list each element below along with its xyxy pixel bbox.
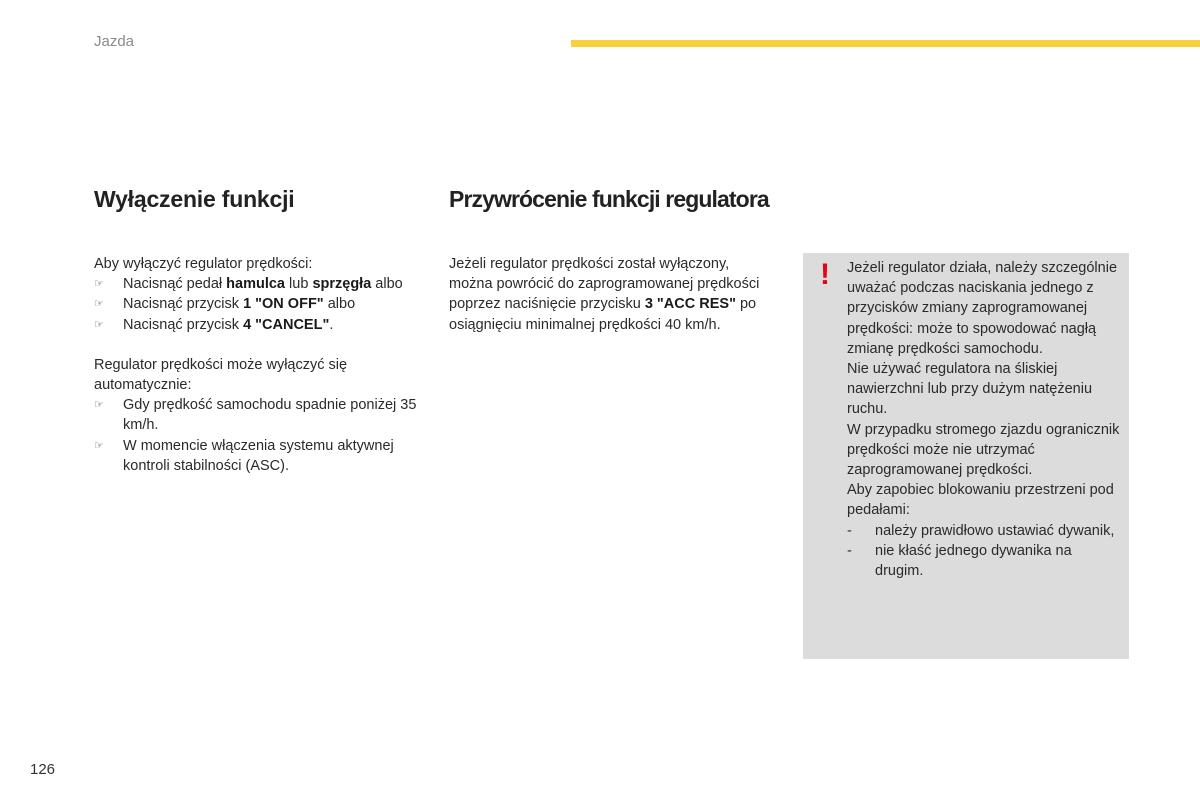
section-heading-restore: Przywrócenie funkcji regulatora bbox=[449, 186, 769, 212]
list-item: ☞ Gdy prędkość samochodu spadnie poniżej 35 km/h. bbox=[94, 397, 417, 434]
pointing-hand-icon: ☞ bbox=[94, 439, 104, 452]
section-restore-function bbox=[449, 182, 769, 335]
list-item: ☞ W momencie włączenia systemu aktywnej kontroli stabilności (ASC). bbox=[94, 437, 394, 474]
pointing-hand-icon: ☞ bbox=[94, 318, 104, 331]
pointing-hand-icon: ☞ bbox=[94, 278, 104, 291]
auto-disable-intro: Regulator prędkości może wyłączyć się automatycznie: bbox=[94, 356, 348, 394]
list-item: - należy prawidłowo ustawiać dywanik, bbox=[847, 521, 1123, 541]
list-item: ☞ Nacisnąć przycisk 4 "CANCEL". bbox=[94, 315, 424, 335]
warning-paragraph: Jeżeli regulator działa, należy szczególnie uważać podczas naciskania jednego z przycisków zmiany zaprogramowanej prędkości: może to spowodować nagłą zmianę prędkości samochodu. bbox=[847, 260, 1118, 357]
section-label: Jazda bbox=[94, 33, 135, 50]
warning-paragraph: W przypadku stromego zjazdu ogranicznik prędkości może nie utrzymać zaprogramowanej prędkości. bbox=[847, 421, 1120, 479]
list-item: ☞ Nacisnąć przycisk 1 "ON OFF" albo bbox=[94, 294, 424, 314]
list-item: - nie kłaść jednego dywanika na drugim. bbox=[847, 542, 1072, 580]
auto-disable-list bbox=[94, 395, 424, 476]
section-disable-function bbox=[94, 182, 424, 476]
exclamation-icon: ! bbox=[820, 258, 830, 291]
restore-paragraph: Jeżeli regulator prędkości został wyłączony, można powrócić do zaprogramowanej prędkości poprzez naciśnięcie przycisku 3 "ACC RES" po osiągnięciu minimalnej prędkości 40 km/h. bbox=[449, 256, 760, 333]
page-number: 126 bbox=[30, 761, 56, 778]
dash-marker: - bbox=[847, 542, 852, 559]
dash-marker: - bbox=[847, 522, 852, 539]
pointing-hand-icon: ☞ bbox=[94, 399, 104, 412]
pedal-tips-list bbox=[847, 521, 1123, 582]
header-accent-bar bbox=[571, 40, 1200, 47]
pointing-hand-icon: ☞ bbox=[94, 298, 104, 311]
warning-box bbox=[803, 253, 1129, 659]
warning-text bbox=[847, 258, 1123, 581]
spacer bbox=[94, 335, 424, 355]
warning-paragraph: Aby zapobiec blokowaniu przestrzeni pod pedałami: bbox=[847, 482, 1114, 519]
list-item: ☞ Nacisnąć pedał hamulca lub sprzęgła albo bbox=[94, 274, 424, 294]
warning-paragraph: Nie używać regulatora na śliskiej nawierzchni lub przy dużym natężeniu ruchu. bbox=[847, 361, 1093, 418]
section-heading-disable: Wyłączenie funkcji bbox=[94, 186, 295, 212]
disable-steps-list bbox=[94, 274, 424, 335]
disable-intro: Aby wyłączyć regulator prędkości: bbox=[94, 256, 313, 272]
